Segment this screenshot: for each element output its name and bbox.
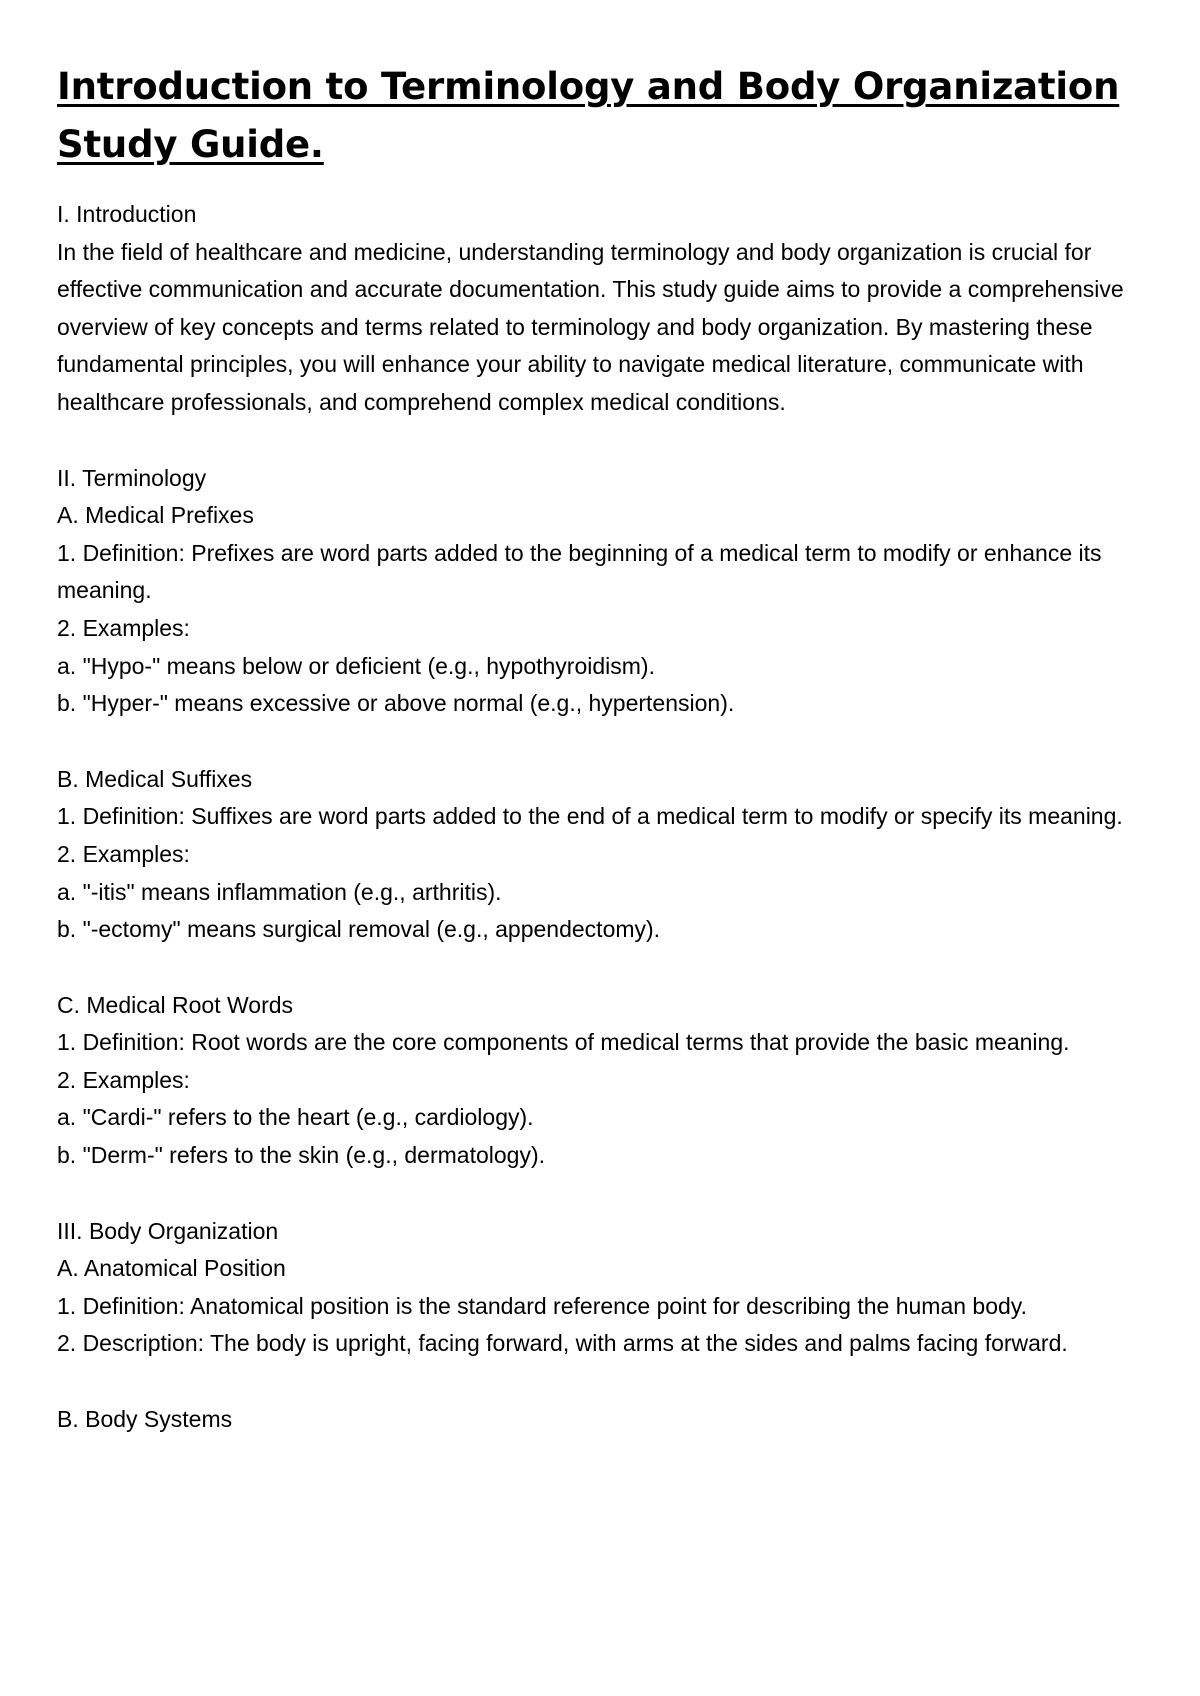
prefixes-example-a: a. "Hypo-" means below or deficient (e.g., hypothyroidism).	[57, 652, 655, 679]
prefixes-definition: 1. Definition: Prefixes are word parts added to the beginning of a medical term to modify or enhance its meaning.	[57, 539, 1102, 604]
subsection-heading-body-systems: B. Body Systems	[57, 1406, 233, 1433]
anatomical-position-definition: 1. Definition: Anatomical position is the standard reference point for describing the human body.	[57, 1292, 1027, 1319]
spacer	[57, 1175, 1147, 1213]
subsection-heading-prefixes: A. Medical Prefixes	[57, 502, 254, 529]
subsection-heading-anatomical-position: A. Anatomical Position	[57, 1255, 286, 1282]
prefixes-examples-label: 2. Examples:	[57, 614, 190, 641]
section-heading-body-organization: III. Body Organization	[57, 1217, 279, 1244]
root-words-definition: 1. Definition: Root words are the core components of medical terms that provide the basic meaning.	[57, 1029, 1070, 1056]
suffixes-definition: 1. Definition: Suffixes are word parts added to the end of a medical term to modify or specify its meaning.	[57, 803, 1123, 830]
section-heading-introduction: I. Introduction	[57, 201, 197, 227]
section-heading-terminology: II. Terminology	[57, 464, 207, 491]
suffixes-example-b: b. "-ectomy" means surgical removal (e.g., appendectomy).	[57, 916, 661, 943]
spacer	[57, 422, 1147, 460]
suffixes-examples-label: 2. Examples:	[57, 840, 190, 867]
spacer	[57, 1363, 1147, 1401]
suffixes-example-a: a. "-itis" means inflammation (e.g., arthritis).	[57, 878, 502, 905]
prefixes-example-b: b. "Hyper-" means excessive or above normal (e.g., hypertension).	[57, 690, 735, 717]
spacer	[57, 723, 1147, 761]
spacer	[57, 949, 1147, 987]
root-words-example-b: b. "Derm-" refers to the skin (e.g., dermatology).	[57, 1142, 545, 1169]
introduction-paragraph: In the field of healthcare and medicine, understanding terminology and body organization is crucial for effective communication and accurate documentation. This study guide aims to provide a comprehensive overview of key concepts and terms related to terminology and body organization. By mastering these fundamental principles, you will enhance your ability to navigate medical literature, communicate with healthcare professionals, and comprehend complex medical conditions.	[57, 238, 1124, 415]
anatomical-position-description: 2. Description: The body is upright, facing forward, with arms at the sides and palms facing forward.	[57, 1330, 1068, 1357]
document-title-line-1: Introduction to Terminology and Body Organization	[57, 65, 1120, 108]
root-words-examples-label: 2. Examples:	[57, 1066, 190, 1093]
root-words-example-a: a. "Cardi-" refers to the heart (e.g., cardiology).	[57, 1104, 534, 1131]
document-page	[57, 58, 1147, 1439]
subsection-heading-root-words: C. Medical Root Words	[57, 991, 294, 1018]
document-title	[57, 58, 1147, 174]
subsection-heading-suffixes: B. Medical Suffixes	[57, 765, 253, 792]
document-title-line-2: Study Guide.	[57, 123, 324, 166]
document-body	[57, 196, 1147, 1439]
